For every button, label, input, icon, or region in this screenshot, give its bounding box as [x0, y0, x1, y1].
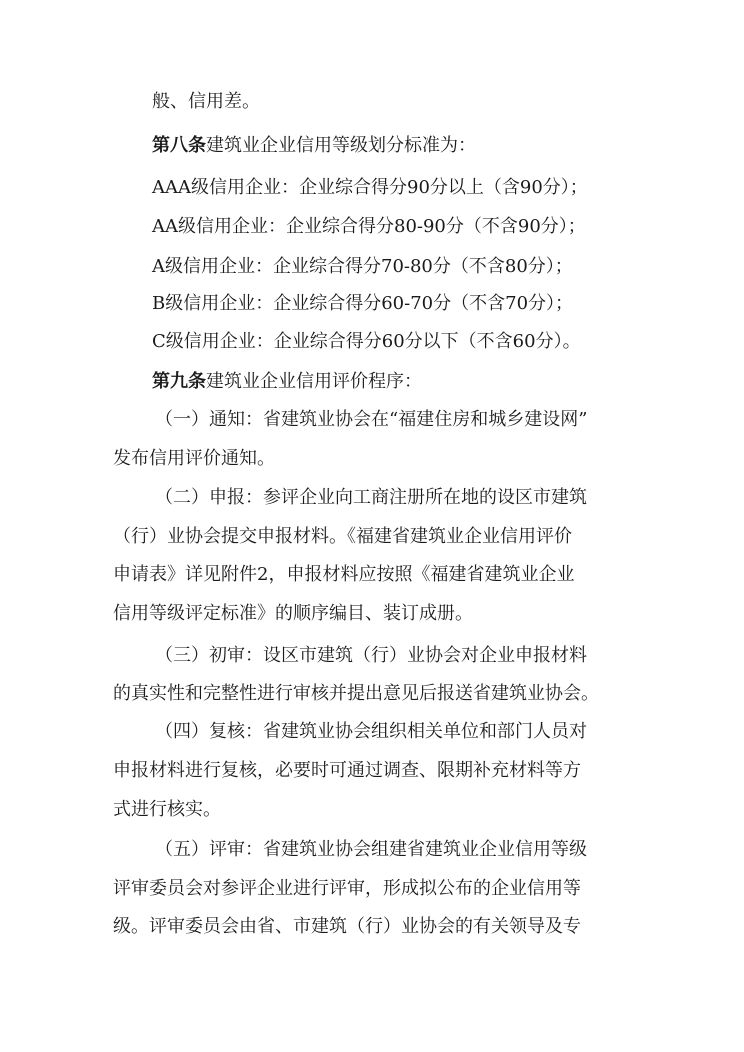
text-line: 申报材料进行复核，必要时可通过调查、限期补充材料等方	[113, 760, 581, 781]
text-line: 发布信用评价通知。	[113, 448, 275, 469]
text-line: （行）业协会提交申报材料。《福建省建筑业企业信用评价	[113, 526, 572, 547]
article-9-text: 建筑业企业信用评价程序：	[206, 371, 422, 392]
text-line: （五）评审：省建筑业协会组建省建筑业企业信用等级	[155, 839, 587, 860]
text-line: A级信用企业：企业综合得分70-80分（不含80分）；	[152, 256, 573, 277]
text-line: C级信用企业：企业综合得分60分以下（不含60分）。	[152, 331, 581, 352]
text-line: AA级信用企业：企业综合得分80-90分（不含90分）；	[152, 216, 586, 237]
article-8-text: 建筑业企业信用等级划分标准为：	[206, 135, 476, 156]
text-line: （一）通知：省建筑业协会在“福建住房和城乡建设网”	[155, 409, 588, 430]
text-line: （二）申报：参评企业向工商注册所在地的设区市建筑	[155, 487, 587, 508]
text-line: （四）复核：省建筑业协会组织相关单位和部门人员对	[155, 721, 587, 742]
text-line: （三）初审：设区市建筑（行）业协会对企业申报材料	[155, 645, 587, 666]
article-8-label: 第八条	[152, 135, 206, 156]
article-8-heading	[152, 134, 476, 158]
text-line: 申请表》详见附件2，申报材料应按照《福建省建筑业企业	[113, 564, 575, 585]
text-line: 评审委员会对参评企业进行评审，形成拟公布的企业信用等	[113, 878, 581, 899]
text-line: 式进行核实。	[113, 799, 221, 820]
text-line: AAA级信用企业：企业综合得分90分以上（含90分）；	[152, 177, 588, 198]
article-9-heading	[152, 370, 422, 394]
text-line: 信用等级评定标准》的顺序编目、装订成册。	[113, 603, 473, 624]
text-line: 般、信用差。	[152, 91, 260, 112]
text-line: 的真实性和完整性进行审核并提出意见后报送省建筑业协会。	[113, 683, 599, 704]
article-9-label: 第九条	[152, 371, 206, 392]
text-line: B级信用企业：企业综合得分60-70分（不含70分）；	[152, 293, 574, 314]
text-line: 级。评审委员会由省、市建筑（行）业协会的有关领导及专	[113, 916, 581, 937]
